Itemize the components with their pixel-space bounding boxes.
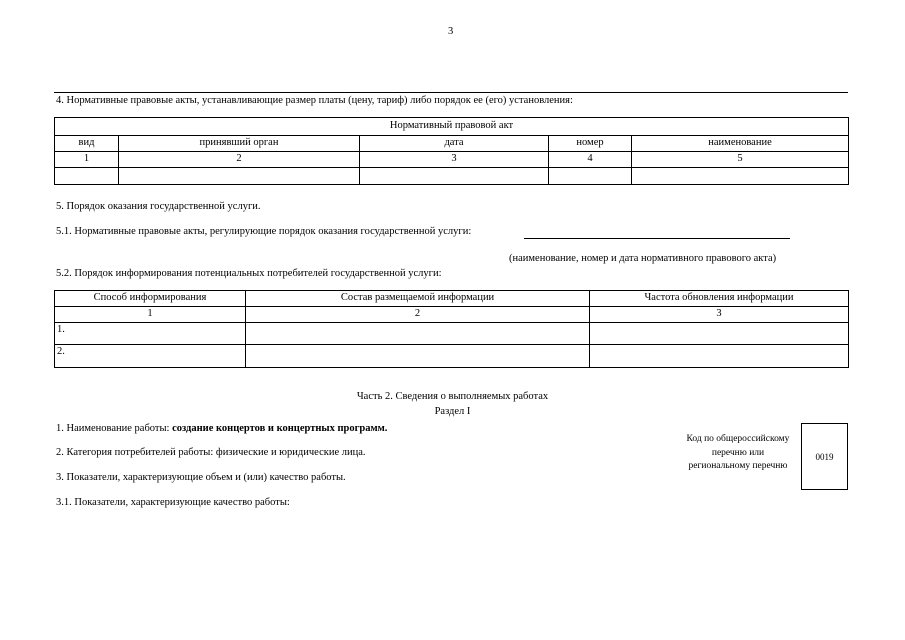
table-cell: [55, 168, 119, 185]
item-5-2: 5.2. Порядок информирования потенциальных потребителей государственной услуги:: [56, 268, 442, 279]
section4-heading: 4. Нормативные правовые акты, устанавливающие размер платы (цену, тариф) либо порядок ее (его) установления:: [56, 95, 573, 106]
column-header: вид: [55, 136, 119, 152]
part2-title: Часть 2. Сведения о выполняемых работах: [356, 391, 549, 402]
column-number: 3: [360, 152, 549, 168]
item-5-1-fill-line: [524, 238, 790, 239]
item-5-1-note: (наименование, номер и дата нормативного правового акта): [509, 253, 777, 264]
indicators-heading: 3. Показатели, характеризующие объем и (или) качество работы.: [56, 472, 346, 483]
work-name-label: 1. Наименование работы:: [56, 423, 170, 434]
page-number: 3: [448, 26, 454, 37]
table-row: [55, 323, 849, 345]
top-rule: [54, 92, 848, 93]
table-cell: [590, 345, 849, 368]
table-cell: [360, 168, 549, 185]
item-5-1: 5.1. Нормативные правовые акты, регулирующие порядок оказания государственной услуги:: [56, 226, 472, 237]
column-number: 3: [590, 307, 849, 323]
column-header: наименование: [632, 136, 849, 152]
informing-table: [54, 290, 849, 368]
table-cell: [246, 323, 590, 345]
quality-indicators-heading: 3.1. Показатели, характеризующие качество работы:: [56, 497, 290, 508]
table-cell: [119, 168, 360, 185]
registry-code-label-line: региональному перечню: [688, 461, 788, 471]
column-header: Способ информирования: [55, 291, 246, 307]
column-number: 4: [549, 152, 632, 168]
registry-code-box: [801, 423, 848, 490]
column-number: 2: [246, 307, 590, 323]
table-row: [55, 168, 849, 185]
column-number: 5: [632, 152, 849, 168]
work-name-value: создание концертов и концертных программ.: [172, 423, 388, 434]
column-header: Частота обновления информации: [590, 291, 849, 307]
table-cell: [549, 168, 632, 185]
column-number: 1: [55, 307, 246, 323]
table-row: [55, 345, 849, 368]
table-group-header: Нормативный правовой акт: [55, 118, 849, 136]
section5-heading: 5. Порядок оказания государственной услуги.: [56, 201, 261, 212]
work-name: [56, 423, 387, 434]
column-number: 2: [119, 152, 360, 168]
table-cell: [632, 168, 849, 185]
column-header: принявший орган: [119, 136, 360, 152]
column-number: 1: [55, 152, 119, 168]
table-cell: [246, 345, 590, 368]
table-cell: 2.: [55, 345, 246, 368]
registry-code-label: [676, 433, 800, 474]
tariff-acts-table: [54, 117, 849, 185]
column-header: дата: [360, 136, 549, 152]
registry-code-label-line: перечню или: [711, 447, 765, 458]
table-cell: [590, 323, 849, 345]
table-cell: 1.: [55, 323, 246, 345]
part2-section: Раздел I: [434, 406, 471, 417]
column-header: Состав размещаемой информации: [246, 291, 590, 307]
column-header: номер: [549, 136, 632, 152]
registry-code-label-line: Код по общероссийскому: [686, 434, 790, 444]
registry-code-value: 0019: [815, 451, 834, 462]
consumer-category: 2. Категория потребителей работы: физические и юридические лица.: [56, 447, 366, 458]
